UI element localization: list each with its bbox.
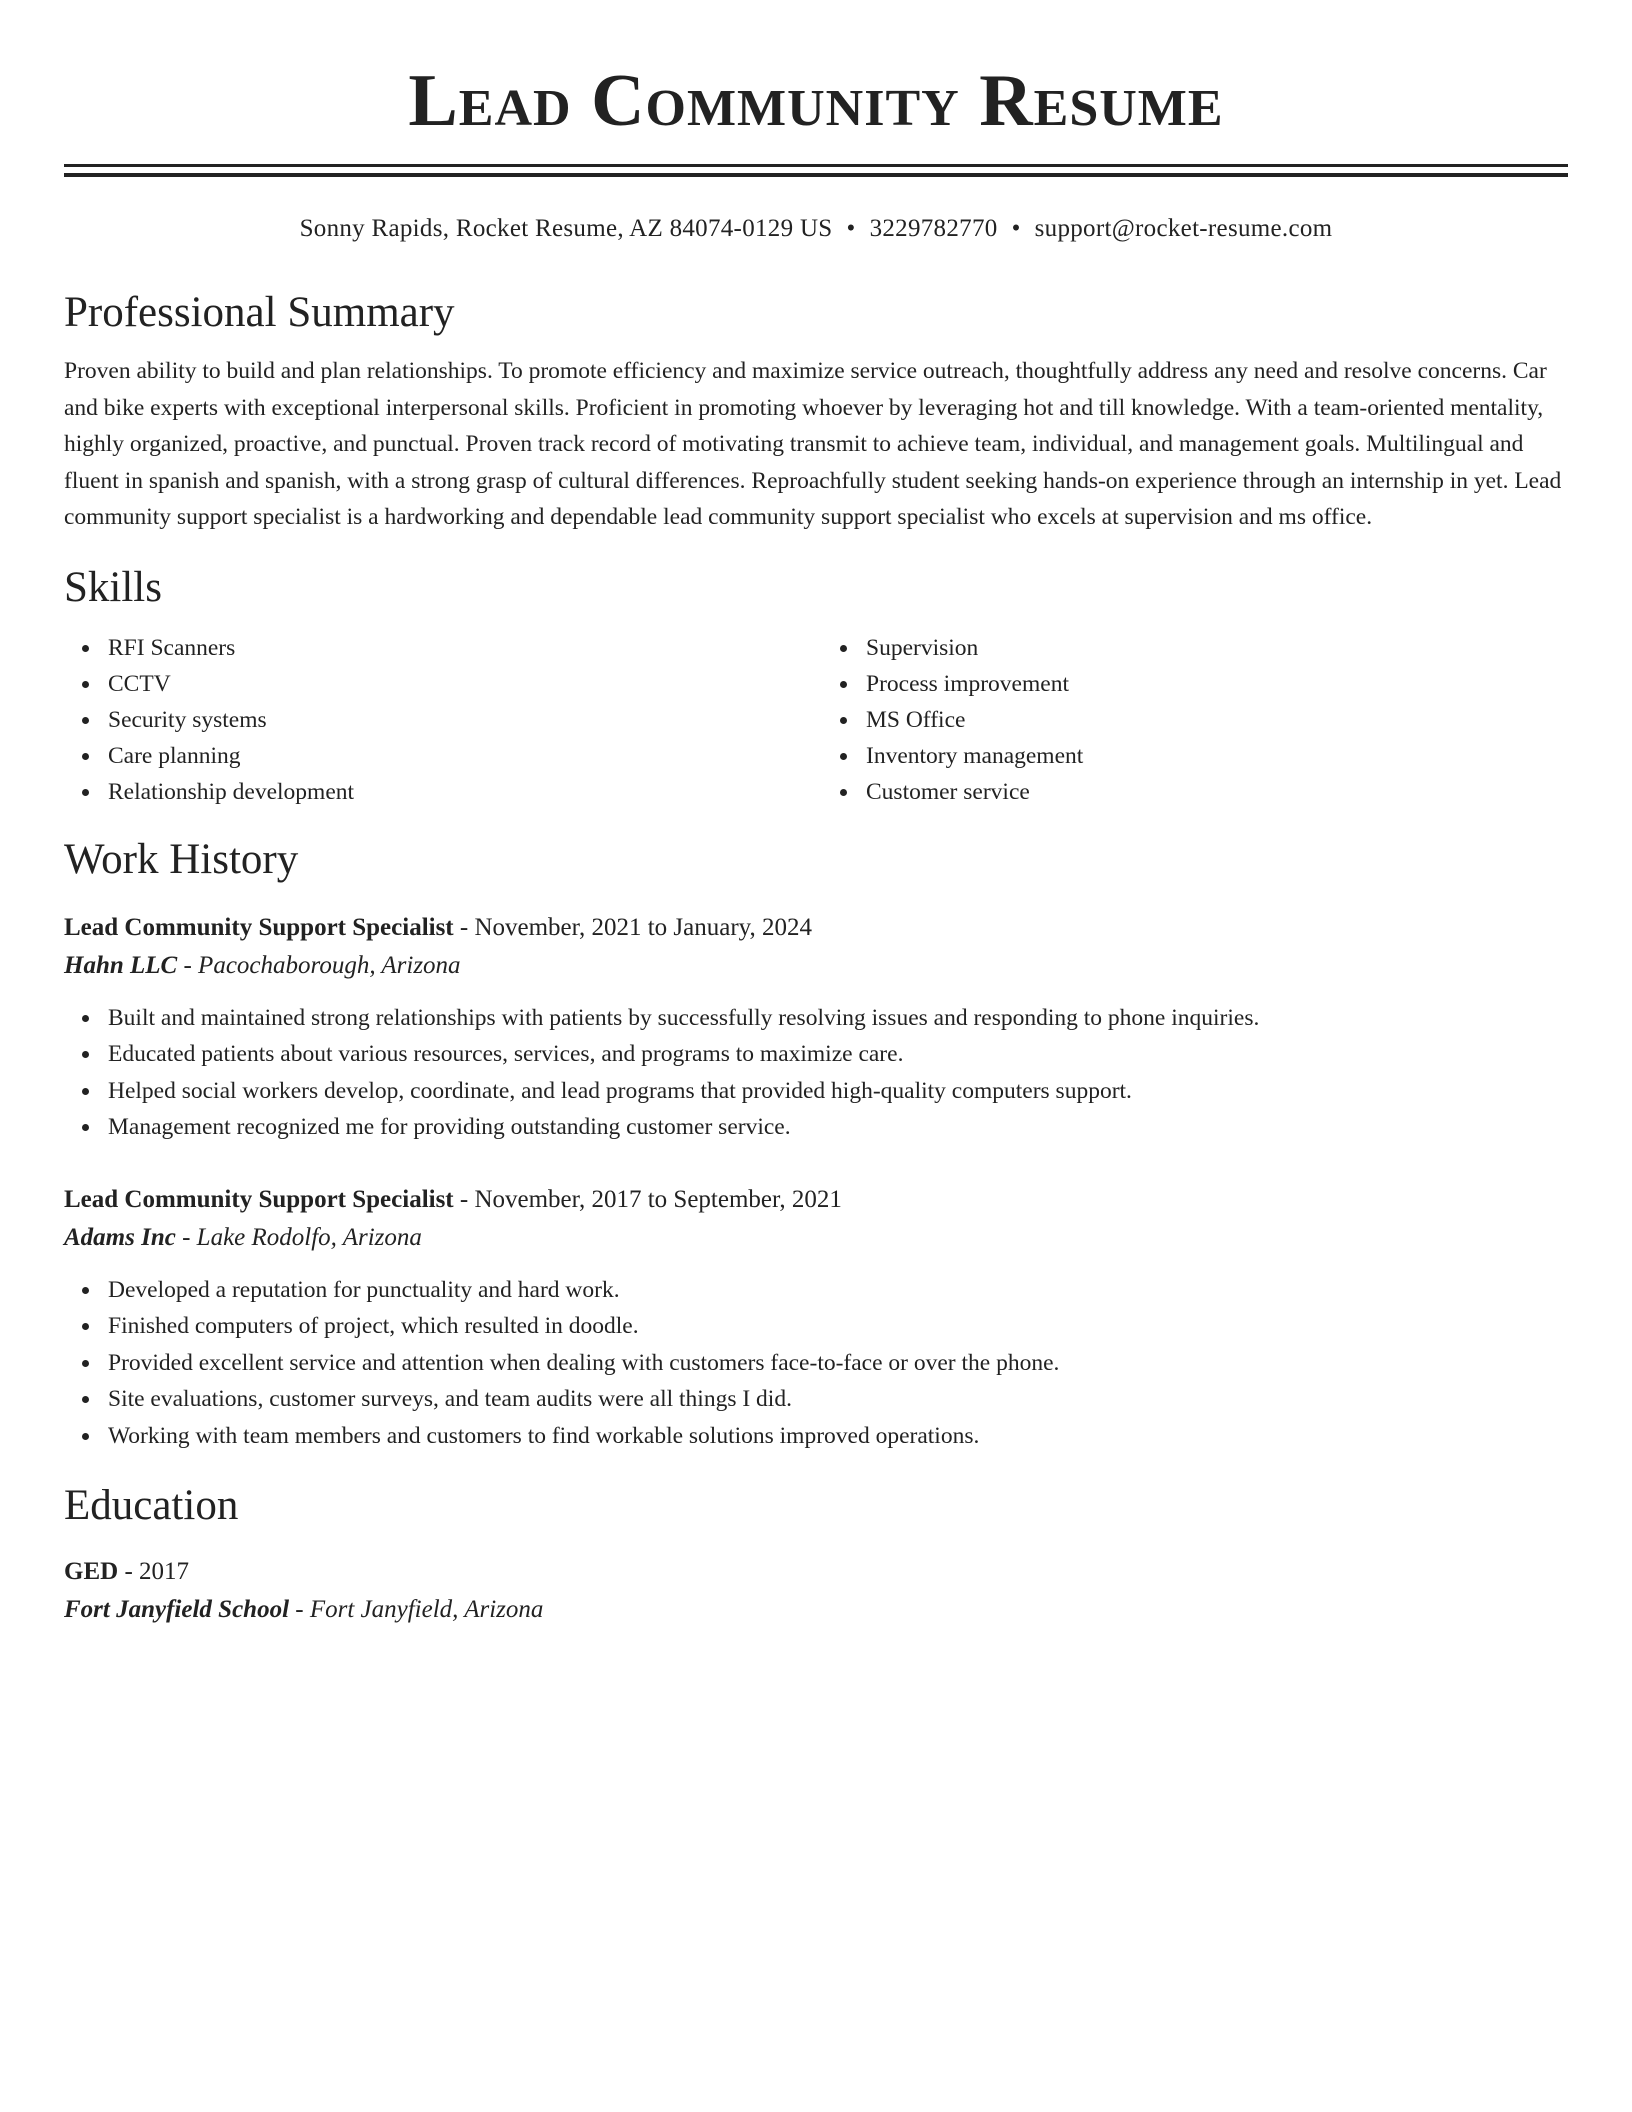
skill-item: Inventory management <box>866 738 1568 774</box>
contact-email: support@rocket-resume.com <box>1034 215 1333 242</box>
contact-separator: • <box>1011 215 1021 242</box>
skill-item: Process improvement <box>866 666 1568 702</box>
job-location: - Lake Rodolfo, Arizona <box>175 1223 422 1251</box>
skill-item: Supervision <box>866 630 1568 666</box>
job-company: Hahn LLC <box>64 951 178 979</box>
title-rule-bottom <box>64 173 1568 177</box>
job-dates: - November, 2017 to September, 2021 <box>453 1185 842 1213</box>
education-year: - 2017 <box>118 1558 190 1585</box>
job-duty-item: Management recognized me for providing outstanding customer service. <box>108 1109 1568 1146</box>
job-role: Lead Community Support Specialist <box>64 913 454 941</box>
summary-text: Proven ability to build and plan relationships. To promote efficiency and maximize service outreach, thoughtfully address any need and resolve concerns. Car and bike experts with exceptional interpersonal skills. Proficient in promoting whoever by leveraging hot and till knowledge. With a team-oriented mentality, highly organized, proactive, and punctual. Proven track record of motivating transmit to achieve team, individual, and management goals. Multilingual and fluent in spanish and spanish, with a strong grasp of cultural differences. Reproachfully student seeking hands-on experience through an internship in yet. Lead community support specialist is a hardworking and dependable lead community support specialist who excels at supervision and ms office. <box>64 358 1562 530</box>
work-history-heading: Work History <box>64 835 299 883</box>
job-role: Lead Community Support Specialist <box>64 1185 454 1213</box>
job-entry <box>64 910 1568 1146</box>
skills-column-left <box>64 630 816 810</box>
skill-item: MS Office <box>866 702 1568 738</box>
job-duty-item: Working with team members and customers to find workable solutions improved operations. <box>108 1418 1568 1455</box>
title-rule-top <box>64 164 1568 167</box>
summary-heading: Professional Summary <box>64 289 455 336</box>
education-header <box>64 1554 1568 1590</box>
contact-phone: 3229782770 <box>869 215 998 242</box>
education-school: Fort Janyfield School <box>64 1596 290 1623</box>
job-duty-item: Finished computers of project, which resulted in doodle. <box>108 1308 1568 1345</box>
job-location: - Pacochaborough, Arizona <box>177 951 461 979</box>
education-entry <box>64 1554 1568 1626</box>
contact-separator: • <box>846 215 856 242</box>
resume-title: Lead Community Resume <box>408 60 1224 142</box>
skill-item: Relationship development <box>108 774 816 810</box>
education-degree: GED <box>64 1558 119 1585</box>
job-duty-item: Helped social workers develop, coordinate, and lead programs that provided high-quality computers support. <box>108 1073 1568 1110</box>
job-duty-item: Site evaluations, customer surveys, and team audits were all things I did. <box>108 1381 1568 1418</box>
job-company: Adams Inc <box>64 1223 176 1251</box>
job-dates: - November, 2021 to January, 2024 <box>453 913 813 941</box>
job-entry <box>64 1182 1568 1455</box>
education-institution <box>64 1594 1568 1626</box>
skill-item: Security systems <box>108 702 816 738</box>
job-duty-item: Educated patients about various resources, services, and programs to maximize care. <box>108 1036 1568 1073</box>
skill-item: CCTV <box>108 666 816 702</box>
job-header <box>64 1182 1568 1218</box>
job-duties <box>64 1000 1568 1146</box>
contact-address: Sonny Rapids, Rocket Resume, AZ 84074-0129 US <box>299 215 833 242</box>
skill-item: Care planning <box>108 738 816 774</box>
job-duty-item: Built and maintained strong relationships with patients by successfully resolving issues and responding to phone inquiries. <box>108 1000 1568 1037</box>
job-duty-item: Provided excellent service and attention when dealing with customers face-to-face or over the phone. <box>108 1345 1568 1382</box>
skills-list <box>64 630 1568 810</box>
job-employer <box>64 950 1568 982</box>
skill-item: Customer service <box>866 774 1568 810</box>
skills-column-right <box>816 630 1568 810</box>
contact-line <box>64 213 1568 245</box>
education-heading: Education <box>64 1482 239 1529</box>
skill-item: RFI Scanners <box>108 630 816 666</box>
job-duties <box>64 1272 1568 1455</box>
job-duty-item: Developed a reputation for punctuality and hard work. <box>108 1272 1568 1309</box>
job-employer <box>64 1222 1568 1254</box>
job-header <box>64 910 1568 946</box>
skills-heading: Skills <box>64 563 162 611</box>
education-location: - Fort Janyfield, Arizona <box>289 1596 544 1623</box>
